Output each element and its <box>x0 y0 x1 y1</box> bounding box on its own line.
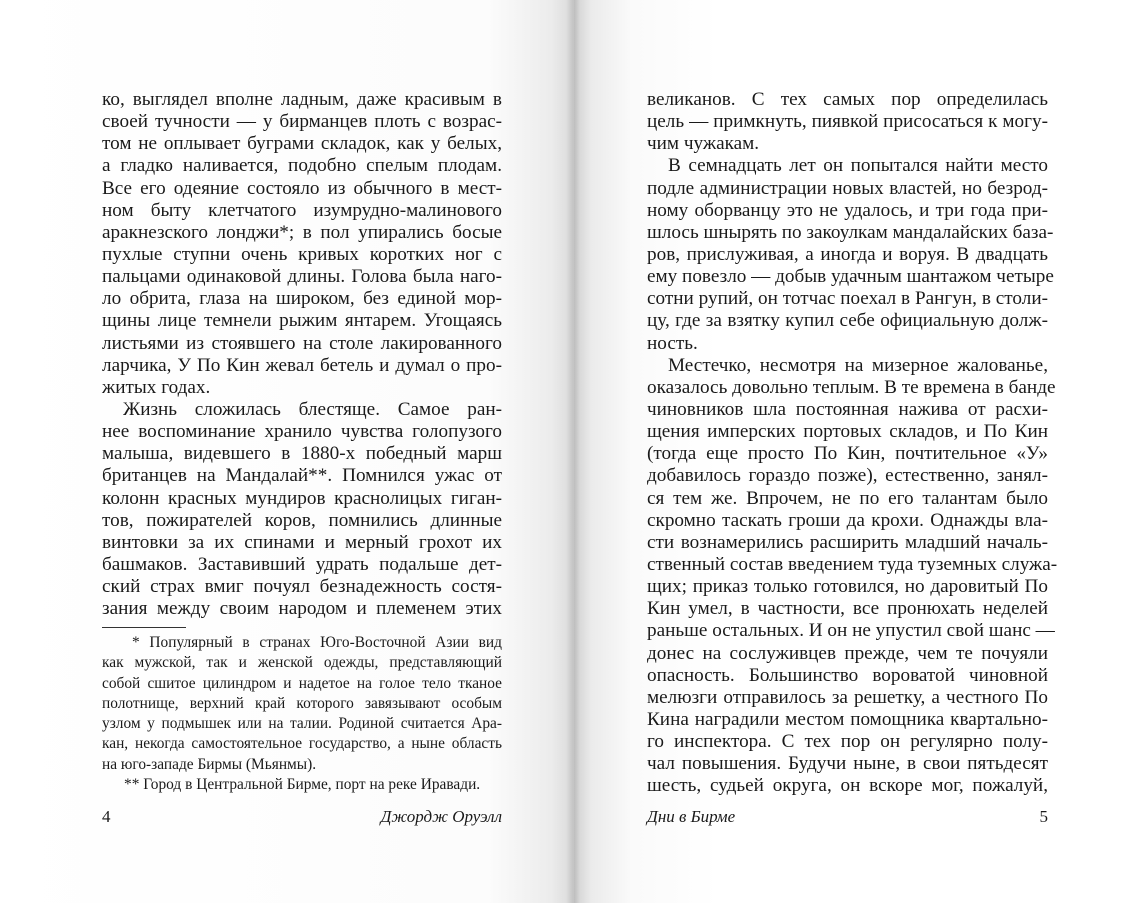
text-line: ему повезло — добыв удачным шантажом четыре <box>647 266 1054 288</box>
text-line: оказалось довольно теплым. В те времена в банде <box>647 376 1056 398</box>
text-line: чиновников шла постоянная нажива от расхи- <box>647 398 1048 420</box>
text-line: Кина наградили местом помощника квартально- <box>647 708 1048 730</box>
text-line: скромно таскать гроши да крохи. Однажды вла- <box>647 509 1048 531</box>
text-line: сти вознамерились расширить младший началь- <box>647 531 1048 553</box>
text-line: цель — примкнуть, пиявкой присосаться к могу- <box>647 111 1048 133</box>
text-line: мелюзги отправилось за решетку, а честного По <box>647 686 1048 708</box>
text-line: пальцами одинаковой длины. Голова была наго- <box>102 266 502 288</box>
text-line: зания между своим народом и племенем этих <box>102 598 502 620</box>
text-line: го инспектора. С тех пор он регулярно полу- <box>647 731 1048 753</box>
left-page-body <box>102 89 502 620</box>
text-line: винтовки за их спинами и мерный грохот их <box>102 531 502 553</box>
running-head-title: Дни в Бирме <box>647 807 736 826</box>
footnote-line: полотнище, верхний край которого завязывают особым <box>102 694 502 712</box>
text-line: ларчика, У По Кин жевал бетель и думал о про- <box>102 354 502 376</box>
text-line: житых годах. <box>102 376 211 398</box>
running-head-author: Джордж Оруэлл <box>380 807 502 826</box>
footnotes <box>102 633 502 795</box>
footnote-divider <box>102 627 186 628</box>
page-number: 4 <box>102 807 111 826</box>
text-line: (тогда еще просто По Кин, почтительное «У» <box>647 443 1048 465</box>
text-line: чим чужакам. <box>647 133 760 155</box>
text-line: ский страх вмиг почуял безнадежность состя- <box>102 576 502 598</box>
text-line: тов, пожирателей коров, помнились длинные <box>102 509 502 531</box>
text-line: щины лице темнели рыжим янтарем. Угощаясь <box>102 310 502 332</box>
book-gutter-shadow <box>566 0 580 903</box>
page-number: 5 <box>1039 807 1048 826</box>
text-line: аракнезского лонджи*; в пол упирались босые <box>102 221 502 243</box>
text-line: шесть, судьей округа, он вскоре мог, пожалуй, <box>647 775 1048 797</box>
text-line: шлось шнырять по закоулкам мандалайских база- <box>647 221 1054 243</box>
footnote-line: * Популярный в странах Юго-Восточной Азии вид <box>132 634 502 651</box>
text-line: донес на сослуживцев прежде, чем те почуяли <box>647 642 1048 664</box>
text-line: башмаков. Заставивший удрать подальше дет- <box>102 553 502 575</box>
text-line: ственный состав введением туда туземных служа- <box>647 553 1058 575</box>
text-line: своей тучности — у бирманцев плоть с возрас- <box>102 111 502 133</box>
footnote-line: как мужской, так и женской одежды, представляющий <box>102 654 502 672</box>
text-line: Все его одеяние состояло из обычного в мест- <box>102 177 502 199</box>
text-line: ном быту клетчатого изумрудно-малинового <box>102 199 502 221</box>
text-line: Кин умел, в частности, все пронюхать неделей <box>647 598 1048 620</box>
footnote-line: на юго-западе Бирмы (Мьянмы). <box>102 755 317 773</box>
text-line: ко, выглядел вполне ладным, даже красивым в <box>102 89 502 110</box>
text-line: ло обрита, глаза на широком, без единой мор- <box>102 288 502 310</box>
text-line: малыша, видевшего в 1880-х победный марш <box>102 443 502 465</box>
text-line: В семнадцать лет он попытался найти место <box>668 155 1048 177</box>
text-line: британцев на Мандалай**. Помнился ужас от <box>102 465 502 487</box>
text-line: ся тем же. Впрочем, не по его талантам было <box>647 487 1048 509</box>
right-page-body <box>647 89 1058 798</box>
text-line: ность. <box>647 332 698 354</box>
text-line: сотни рупий, он тотчас поехал в Рангун, в столи- <box>647 288 1048 310</box>
text-line: Жизнь сложилась блестяще. Самое ран- <box>123 398 502 420</box>
text-line: нее воспоминание хранило чувства голопузого <box>102 421 502 443</box>
text-line: опасность. Большинство вороватой чиновной <box>647 664 1048 686</box>
text-line: цу, где за взятку купил себе официальную долж- <box>647 310 1048 332</box>
text-line: подле администрации новых властей, но безрод- <box>647 177 1048 199</box>
text-line: колонн красных мундиров краснолицых гиган- <box>102 487 502 509</box>
text-line: добавилось гораздо позже), естественно, занял- <box>647 465 1048 487</box>
text-line: ров, прислуживая, а иногда и воруя. В двадцать <box>647 243 1048 265</box>
footnote-line: ** Город в Центральной Бирме, порт на реке Иравади. <box>124 776 481 794</box>
text-line: чал повышения. Будучи ныне, в свои пятьдесят <box>647 753 1048 775</box>
text-line: том не оплывает буграми складок, как у белых, <box>102 133 502 155</box>
text-line: раньше остальных. И он не упустил свой шанс — <box>647 620 1055 642</box>
text-line: листьями из стоявшего на столе лакированного <box>102 332 502 354</box>
footnote-line: узлом у подмышек или на талии. Родиной считается Ара- <box>102 715 502 733</box>
text-line: великанов. С тех самых пор определилась <box>647 89 1048 110</box>
footnote-line: кан, некогда самостоятельное государство, а ныне область <box>102 735 502 753</box>
footnote-line: собой сшитое цилиндром и надетое на голое тело тканое <box>102 674 502 692</box>
text-line: щих; приказ только готовился, но даровитый По <box>647 576 1048 598</box>
text-line: ному оборванцу это не удалось, и три года при- <box>647 199 1048 221</box>
text-line: Местечко, несмотря на мизерное жалованье, <box>668 354 1048 376</box>
text-line: а гладко наливается, подобно спелым плодам. <box>102 155 502 177</box>
text-line: пухлые ступни очень кривых коротких ног с <box>102 243 502 265</box>
text-line: щения имперских портовых складов, и По Кин <box>647 421 1048 443</box>
